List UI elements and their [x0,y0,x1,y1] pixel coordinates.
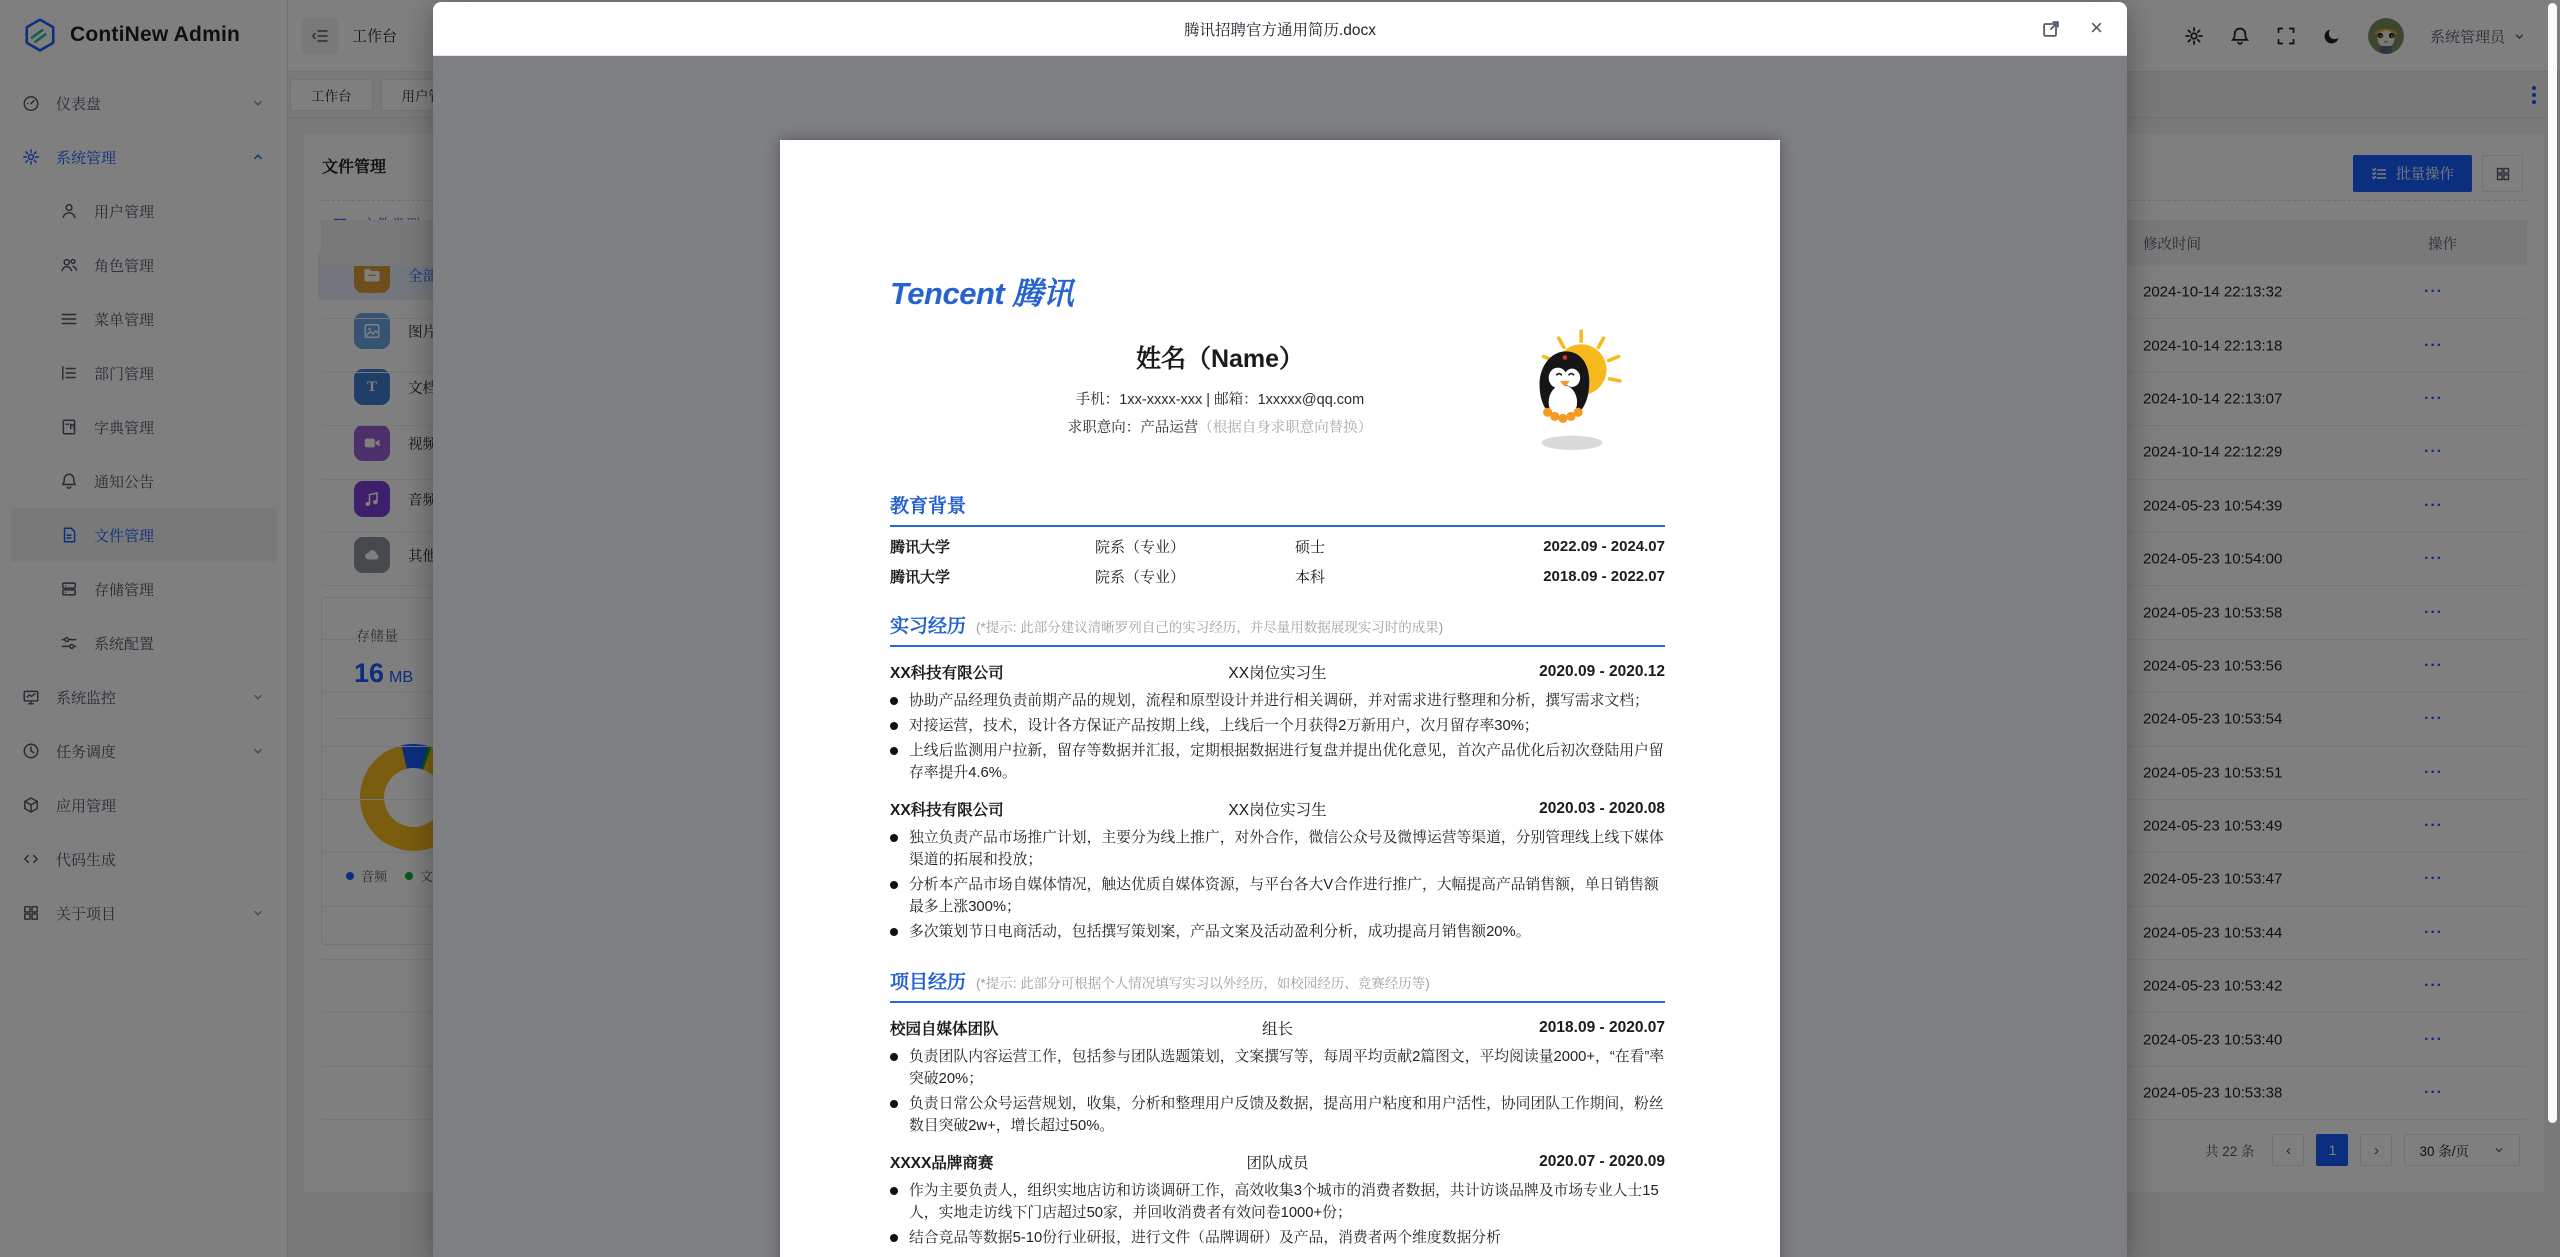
modal-title: 腾讯招聘官方通用简历.docx [1183,21,1377,39]
tencent-logo: Tencent 腾讯 [890,276,1074,311]
experience-header: XXXX品牌商赛 团队成员 2020.07 - 2020.09 [890,1153,1665,1172]
resume-intention: 求职意向：产品运营（根据自身求职意向替换） [1067,420,1373,436]
penguin-illustration [1505,325,1637,457]
experience-header: XX科技有限公司 XX岗位实习生 2020.03 - 2020.08 [890,800,1665,819]
section-divider [890,1001,1665,1003]
education-row: 腾讯大学 院系（专业） 硕士 2022.09 - 2024.07 [890,538,1665,556]
experience-bullets: 负责团队内容运营工作，包括参与团队选题策划，文案撰写等，每周平均贡献2篇图文，平均阅读量2000+，“在看”率突破20%； 负责日常公众号运营规划，收集，分析和整理用户反馈及数据，提高用户粘度和用户活性，协同团队工作期间，粉丝数目突破2w+，增长超过50%。 [890,1046,1665,1137]
document-page [780,140,1780,1257]
experience-bullets: 作为主要负责人，组织实地店访和访谈调研工作，高效收集3个城市的消费者数据，共计访谈品牌及市场专业人士15人，实地走访线下门店超过50家，并回收消费者有效问卷1000+份； 结合竞品等数据5-10份行业研报，进行文件（品牌调研）及产品，消费者两个维度数据分析 [890,1180,1665,1249]
resume-contact: 手机：1xx-xxxx-xxx | 邮箱：1xxxxx@qq.com [1075,392,1365,408]
experience-bullets: 独立负责产品市场推广计划，主要分为线上推广，对外合作，微信公众号及微博运营等渠道，分别管理线上线下媒体渠道的拓展和投放； 分析本产品市场自媒体情况，触达优质自媒体资源，与平台各大V合作进行推广，大幅提高产品销售额，单日销售额最多上涨300%； 多次策划节日电商活动，包括撰写策划案，产品文案及活动盈利分析，成功提高月销售额20%。 [890,827,1665,943]
experience-header: XX科技有限公司 XX岗位实习生 2020.09 - 2020.12 [890,663,1665,682]
experience-header: 校园自媒体团队 组长 2018.09 - 2020.07 [890,1019,1665,1038]
resume-name: 姓名（Name） [1135,345,1305,373]
file-preview-modal [433,2,2127,1257]
modal-header [433,2,2127,56]
document-viewer [433,56,2127,1257]
section-title-education: 教育背景 [890,496,967,517]
scrollbar[interactable] [2548,3,2557,1123]
close-icon[interactable]: × [2090,15,2103,40]
experience-bullets: 协助产品经理负责前期产品的规划，流程和原型设计并进行相关调研，并对需求进行整理和分析，撰写需求文档； 对接运营，技术，设计各方保证产品按期上线，上线后一个月获得2万新用户，次月留存率30%； 上线后监测用户拉新，留存等数据并汇报，定期根据数据进行复盘并提出优化意见，首次产品优化后初次登陆用户留存率提升4.6%。 [890,690,1665,784]
section-tip: (*提示: 此部分可根据个人情况填写实习以外经历，如校园经历、竞赛经历等) [976,976,1430,991]
section-divider [890,525,1665,527]
section-title-project: 项目经历 [890,972,967,993]
education-row: 腾讯大学 院系（专业） 本科 2018.09 - 2022.07 [890,568,1665,586]
open-external-icon[interactable] [2041,19,2061,39]
section-divider [890,645,1665,647]
section-title-internship: 实习经历 [890,616,967,637]
section-tip: (*提示: 此部分建议清晰罗列自己的实习经历，并尽量用数据展现实习时的成果) [976,620,1444,635]
